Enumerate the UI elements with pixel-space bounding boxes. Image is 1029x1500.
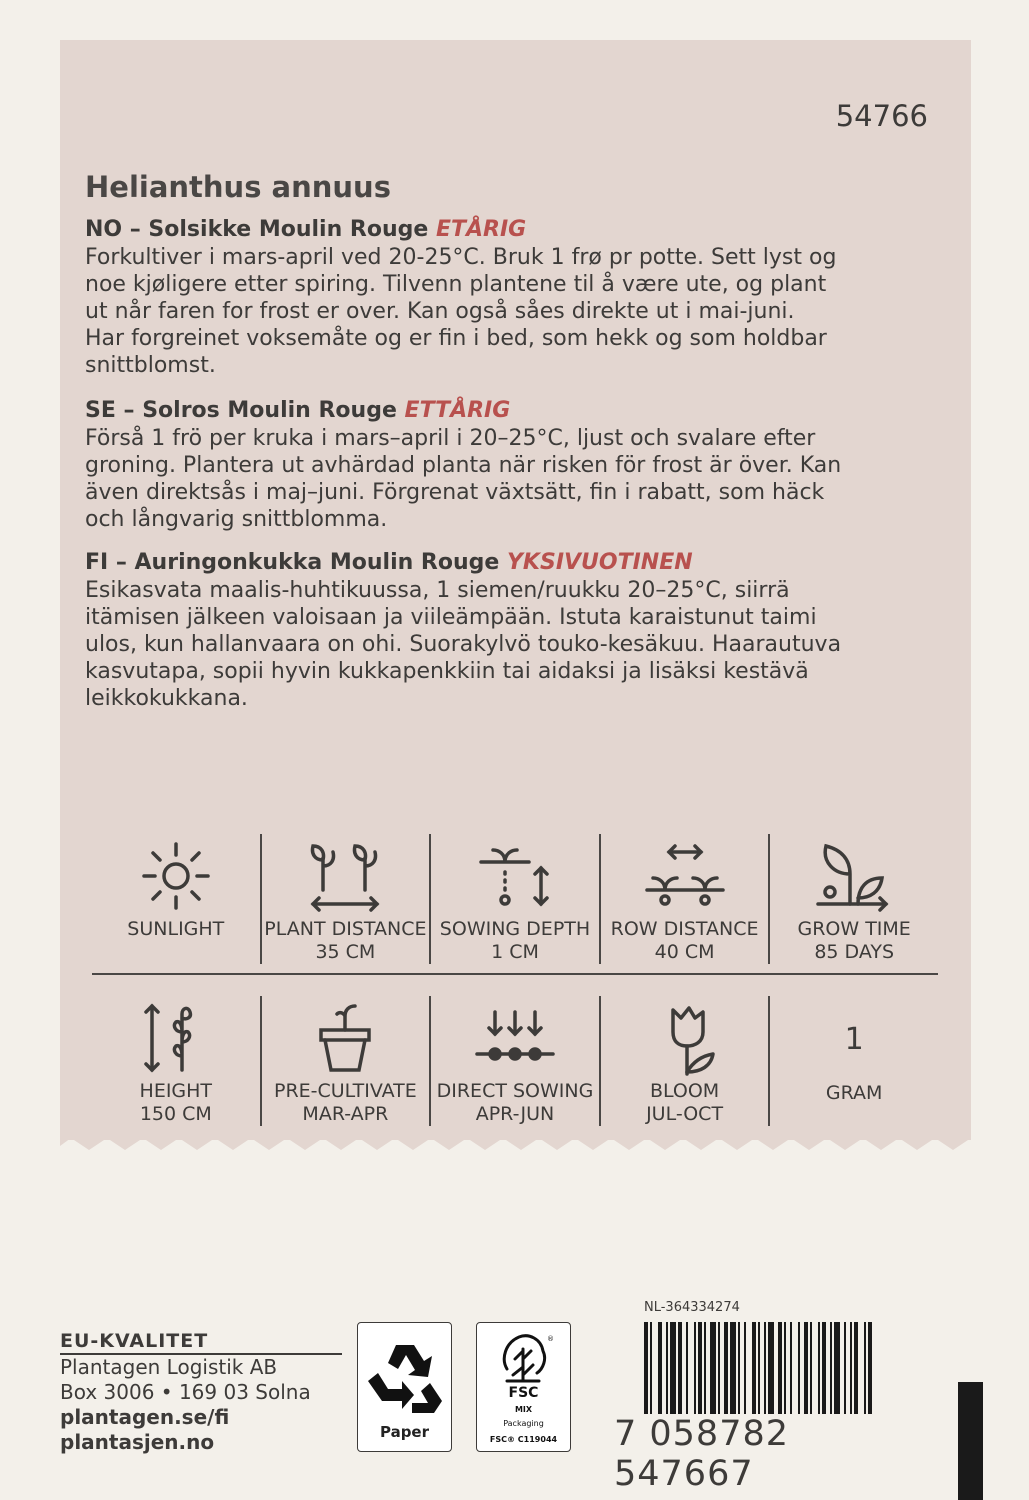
barcode-bar bbox=[744, 1322, 746, 1414]
barcode-bar bbox=[686, 1322, 688, 1414]
info-row-distance bbox=[599, 834, 769, 964]
company-address: Box 3006 • 169 03 Solna bbox=[60, 1380, 311, 1404]
height-icon bbox=[136, 1000, 216, 1076]
barcode-bar bbox=[718, 1322, 720, 1414]
barcode-bar bbox=[666, 1322, 668, 1414]
eu-title: EU-KVALITET bbox=[60, 1330, 342, 1355]
barcode-bar bbox=[752, 1322, 756, 1414]
barcode-bar bbox=[738, 1322, 740, 1414]
svg-text:®: ® bbox=[547, 1335, 554, 1343]
direct-sowing-icon bbox=[473, 1000, 557, 1076]
barcode-bar bbox=[818, 1322, 820, 1414]
section-heading: FI – Auringonkukka Moulin Rouge YKSIVUOTINEN bbox=[85, 550, 693, 575]
section-text: Förså 1 frö per kruka i mars–april i 20–25°C, ljust och svalare efter groning. Plantera ut avhärdad planta när risken för frost är över. Kan även direktsås i maj–juni. Förgrenat växtsätt, fin i rabatt, som häck och långvarig snittblomma. bbox=[85, 426, 842, 532]
barcode-bar bbox=[854, 1322, 858, 1414]
info-label: SOWING DEPTH 1 CM bbox=[439, 918, 591, 963]
barcode-bar bbox=[694, 1322, 696, 1414]
info-label: PLANT DISTANCE 35 CM bbox=[264, 918, 427, 963]
section-heading: NO – Solsikke Moulin Rouge ETÅRIG bbox=[85, 217, 527, 242]
barcode-bar bbox=[850, 1322, 852, 1414]
section-heading: SE – Solros Moulin Rouge ETTÅRIG bbox=[85, 398, 511, 423]
website-link[interactable]: plantasjen.no bbox=[60, 1430, 215, 1454]
recycle-label: Paper bbox=[379, 1423, 430, 1441]
section-no bbox=[85, 216, 945, 379]
latin-name: Helianthus annuus bbox=[85, 170, 391, 204]
info-bloom bbox=[599, 996, 769, 1126]
section-fi bbox=[85, 549, 945, 712]
barcode-bar bbox=[644, 1322, 648, 1414]
grow-time-icon bbox=[814, 838, 894, 914]
row-distance-icon bbox=[643, 838, 727, 914]
barcode-bar bbox=[844, 1322, 846, 1414]
info-direct-sowing bbox=[429, 996, 599, 1126]
info-label: DIRECT SOWING APR-JUN bbox=[436, 1080, 594, 1125]
info-plant-distance bbox=[260, 834, 430, 964]
company-name: Plantagen Logistik AB bbox=[60, 1355, 278, 1379]
product-code: 54766 bbox=[835, 99, 928, 133]
barcode-bar bbox=[670, 1322, 676, 1414]
section-text: Esikasvata maalis-huhtikuussa, 1 siemen/ruukku 20–25°C, siirrä itämisen jälkeen valoisaan ja viileämpään. Istuta karaistunut taimi ulos, kun hallanvaara on ohi. Suorakylvö touko-kesäkuu. Haarautuva kasvutapa, sopii hyvin kukkapenkkiin tai aidaksi ja lisäksi kestävä leikkokukkana. bbox=[85, 578, 842, 711]
info-label: BLOOM JUL-OCT bbox=[646, 1080, 724, 1125]
fsc-mix: MIX bbox=[514, 1405, 533, 1414]
info-panel bbox=[60, 40, 971, 1140]
info-row bbox=[92, 996, 938, 1126]
section-text: Forkultiver i mars-april ved 20-25°C. Bruk 1 frø pr potte. Sett lyst og noe kjøligere etter spiring. Tilvenn plantene til å være ute, og plant ut når faren for frost er over. Kan også såes direkte ut i mai-juni. Har forgreinet voksemåte og er fin i bed, som hekk og som holdbar snittblomst. bbox=[85, 245, 837, 378]
zigzag-edge bbox=[60, 1128, 971, 1150]
info-sunlight bbox=[92, 834, 260, 964]
barcode-bar bbox=[698, 1322, 702, 1414]
barcode-bar bbox=[730, 1322, 736, 1414]
info-height bbox=[92, 996, 260, 1126]
barcode-bar bbox=[758, 1322, 760, 1414]
info-pre-cultivate bbox=[260, 996, 430, 1126]
barcode-bar bbox=[778, 1322, 782, 1414]
info-label: HEIGHT 150 CM bbox=[139, 1080, 213, 1125]
info-label: GROW TIME 85 DAYS bbox=[797, 918, 911, 963]
info-gram bbox=[768, 996, 938, 1126]
gram-amount: 1 bbox=[844, 1022, 864, 1057]
eu-quality-block bbox=[60, 1330, 342, 1455]
barcode-bar bbox=[804, 1322, 808, 1414]
barcode-bar bbox=[678, 1322, 682, 1414]
barcode-bar bbox=[724, 1322, 728, 1414]
annual-tag: ETTÅRIG bbox=[404, 398, 511, 423]
barcode-bar bbox=[658, 1322, 662, 1414]
barcode-bars bbox=[644, 1322, 930, 1414]
info-row bbox=[92, 834, 938, 964]
ean-number: 7 058782 547667 bbox=[614, 1414, 790, 1494]
fsc-tree-icon bbox=[477, 1329, 570, 1389]
pot-icon bbox=[305, 1000, 385, 1076]
barcode-bar bbox=[790, 1322, 792, 1414]
website-link[interactable]: plantagen.se/fi bbox=[60, 1405, 230, 1429]
info-sowing-depth bbox=[429, 834, 599, 964]
fsc-packaging: Packaging bbox=[503, 1419, 544, 1428]
annual-tag: ETÅRIG bbox=[435, 217, 527, 242]
grid-divider bbox=[92, 973, 938, 975]
sowing-depth-icon bbox=[475, 838, 555, 914]
info-label: ROW DISTANCE 40 CM bbox=[610, 918, 759, 963]
tulip-icon bbox=[645, 1000, 725, 1076]
barcode-bar bbox=[864, 1322, 866, 1414]
barcode-bar bbox=[810, 1322, 812, 1414]
barcode-bar bbox=[650, 1322, 652, 1414]
fsc-logo bbox=[476, 1322, 571, 1452]
recycle-logo bbox=[357, 1322, 452, 1452]
barcode-bar bbox=[768, 1322, 774, 1414]
barcode-bar bbox=[704, 1322, 706, 1414]
info-label: SUNLIGHT bbox=[127, 918, 225, 940]
barcode-bar bbox=[834, 1322, 840, 1414]
barcode-bar bbox=[764, 1322, 766, 1414]
barcode-bar bbox=[710, 1322, 716, 1414]
sun-icon bbox=[138, 838, 214, 914]
info-label: PRE-CULTIVATE MAR-APR bbox=[273, 1080, 417, 1125]
edge-marker bbox=[958, 1382, 983, 1500]
barcode-bar bbox=[868, 1322, 872, 1414]
fsc-license: FSC® C119044 bbox=[489, 1435, 558, 1444]
plant-distance-icon bbox=[305, 838, 385, 914]
barcode-bar bbox=[798, 1322, 800, 1414]
section-se bbox=[85, 397, 945, 533]
nl-code: NL-364334274 bbox=[644, 1300, 740, 1315]
barcode-bar bbox=[830, 1322, 832, 1414]
fsc-name: FSC bbox=[508, 1385, 539, 1401]
recycle-icon bbox=[358, 1331, 451, 1421]
barcode-bar bbox=[822, 1322, 826, 1414]
info-grow-time bbox=[768, 834, 938, 964]
annual-tag: YKSIVUOTINEN bbox=[507, 550, 693, 575]
info-label: GRAM bbox=[825, 1082, 883, 1104]
barcode-bar bbox=[784, 1322, 786, 1414]
barcode-block bbox=[614, 1300, 928, 1494]
